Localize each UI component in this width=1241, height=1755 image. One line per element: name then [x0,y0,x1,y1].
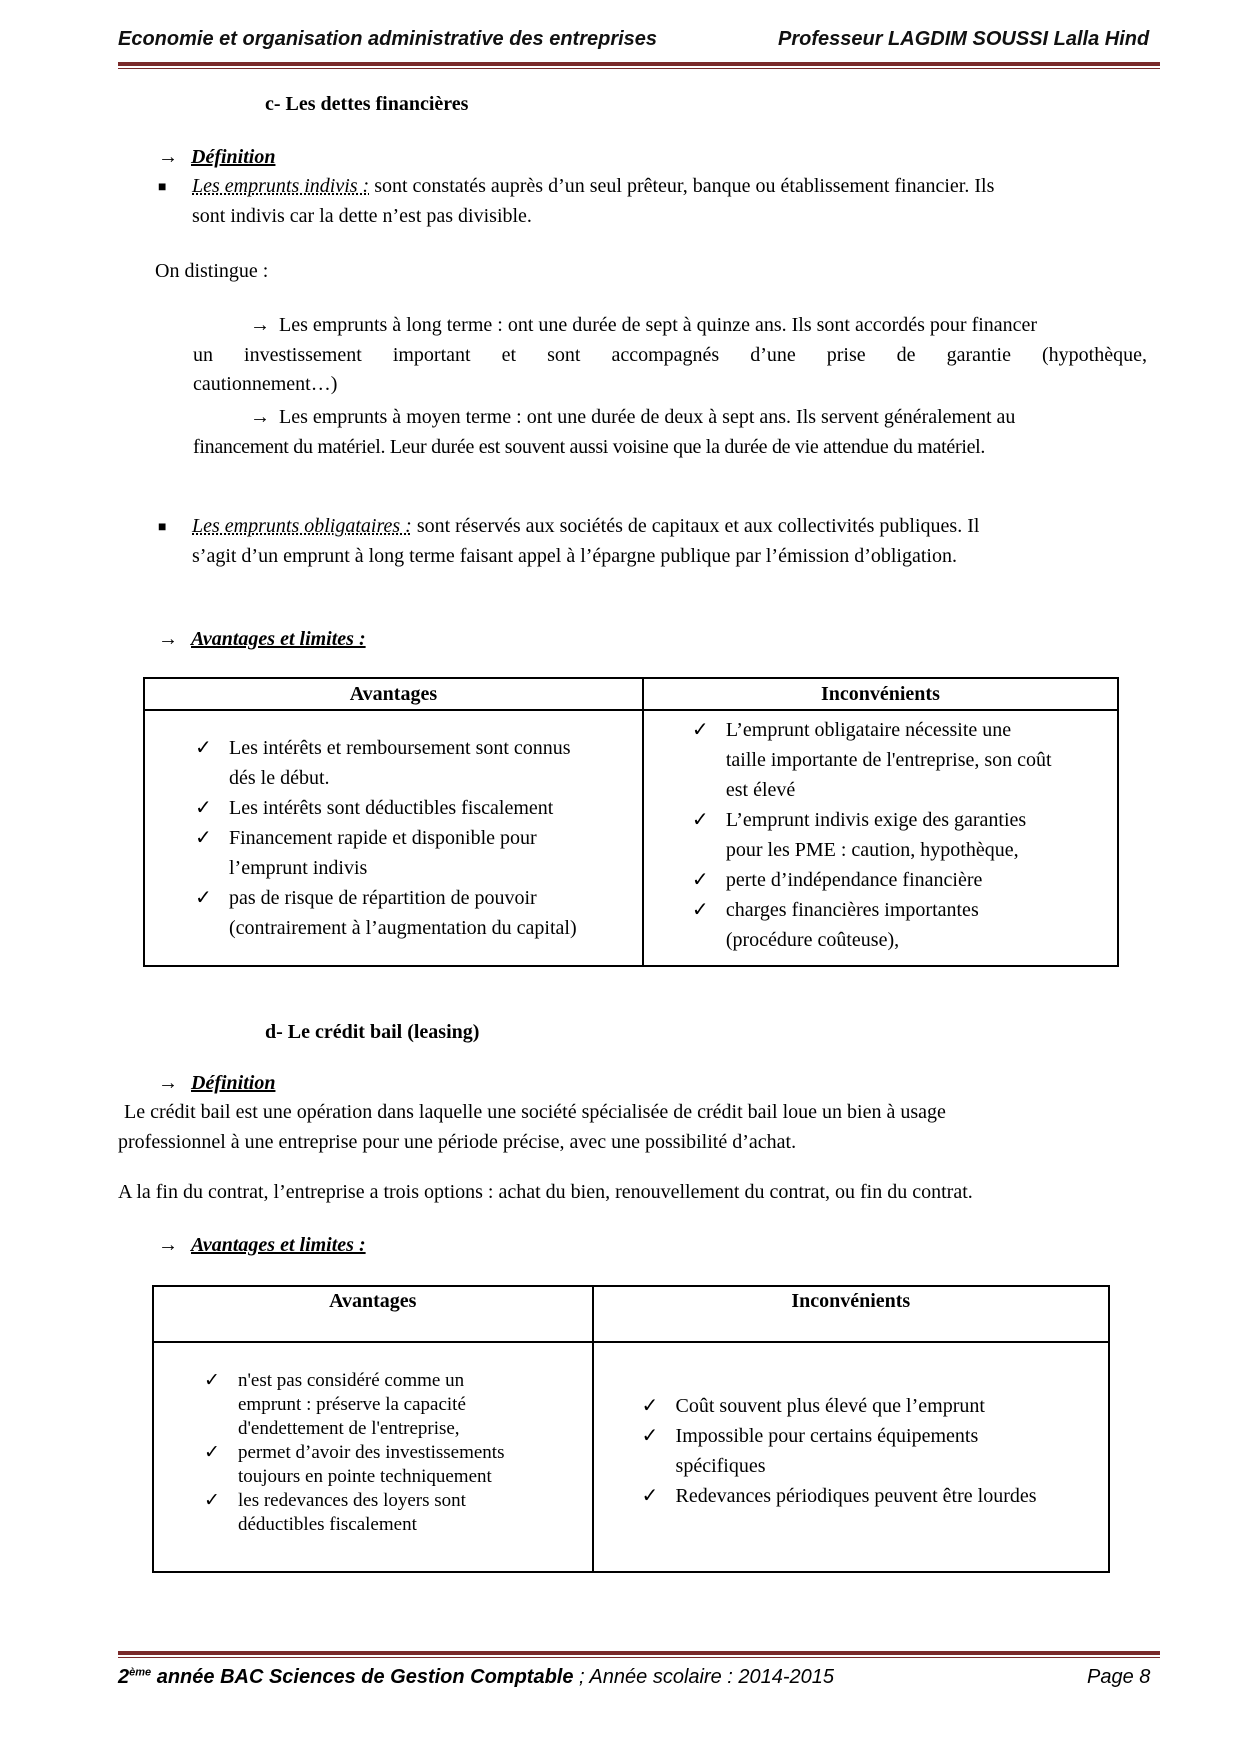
checkmark-icon: ✓ [195,887,212,909]
indivis-line1: sont constatés auprès d’un seul prêteur, banque ou établissement financier. Ils [369,175,995,197]
footer-year-num: 2 [118,1666,130,1688]
checklist-item [195,883,632,943]
checklist-line: l’emprunt indivis [229,857,368,879]
section-d-title: d- Le crédit bail (leasing) [265,1021,480,1043]
checklist-line: déductibles fiscalement [238,1514,417,1535]
def-d-line1: Le crédit bail est une opération dans laquelle une société spécialisée de crédit bail loue un bien à usage [124,1101,946,1123]
definition-d-label: Définition [191,1072,276,1094]
indivis-para [192,171,1162,201]
checkmark-icon: ✓ [691,899,709,921]
indivis-line2: sont indivis car la dette n’est pas divisible. [192,205,532,227]
arrow-icon: → [250,314,270,336]
checklist-item [204,1441,582,1489]
table-d-avantages-list [204,1369,582,1537]
checklist-item [195,793,632,823]
table-c-inconvenients-list [692,715,1107,955]
arrow-icon: → [158,628,178,650]
table-d-header-inconvenients: Inconvénients [593,1286,1109,1342]
checkmark-icon: ✓ [195,737,212,759]
checklist-line: d'endettement de l'entreprise, [238,1418,460,1439]
checkmark-icon: ✓ [204,1442,220,1463]
checklist-line: L’emprunt indivis exige des garanties [725,809,1027,831]
footer-year-sup: ème [129,1666,152,1679]
checklist-item [692,715,1107,805]
checklist-line: Redevances périodiques peuvent être lourdes [675,1485,1037,1507]
long-term-line1: → Les emprunts à long terme : ont une durée de sept à quinze ans. Ils sont accordés pour financer [250,314,1038,336]
checklist-line: charges financières importantes [725,899,979,921]
checklist-line: pour les PME : caution, hypothèque, [725,839,1019,861]
obligataires-term: Les emprunts obligataires : [192,515,412,537]
checklist-line: perte d’indépendance financière [725,869,983,891]
arrow-icon: → [158,1072,178,1094]
footer-school-year: ; Année scolaire : 2014-2015 [573,1666,835,1688]
checkmark-icon: ✓ [691,719,709,741]
checklist-item [642,1421,1098,1481]
checklist-line: (procédure coûteuse), [725,929,900,951]
on-distingue: On distingue : [155,260,269,282]
table-c-avantages-list [195,733,632,943]
checklist-item [692,805,1107,865]
checklist-item [692,895,1107,955]
checkmark-icon: ✓ [204,1370,220,1391]
obligataires-line1: sont réservés aux sociétés de capitaux et aux collectivités publiques. Il [411,515,980,537]
avantages-d [158,1230,366,1260]
checkmark-icon: ✓ [691,809,709,831]
header-right: Professeur LAGDIM SOUSSI Lalla Hind [778,28,1150,50]
table-c-header-avantages: Avantages [144,678,643,710]
checklist-item [204,1489,582,1537]
header-left: Economie et organisation administrative des entreprises [118,28,658,50]
checkmark-icon: ✓ [195,797,212,819]
checklist-line: (contrairement à l’augmentation du capital) [229,917,577,939]
medium-term-line2: financement du matériel. Leur durée est souvent aussi voisine que la durée de vie attendue du matériel. [193,436,986,458]
footer-page-number: Page 8 [1087,1666,1151,1688]
table-c-header-inconvenients: Inconvénients [643,678,1118,710]
fin-contrat: A la fin du contrat, l’entreprise a trois options : achat du bien, renouvellement du contrat, ou fin du contrat. [118,1181,973,1203]
avantages-c-label: Avantages et limites : [191,628,366,650]
checkmark-icon: ✓ [641,1485,659,1507]
square-bullet-icon: ■ [158,520,167,535]
indivis-term: Les emprunts indivis : [192,175,370,197]
footer-rule [118,1651,1160,1658]
arrow-icon: → [250,406,270,428]
checklist-line: dés le début. [229,767,330,789]
obligataires-para [192,511,1162,541]
section-c-title: c- Les dettes financières [265,93,469,115]
table-c [143,677,1119,967]
checklist-line: les redevances des loyers sont [238,1490,466,1511]
table-c-avantages-cell [144,710,643,966]
checklist-line: permet d’avoir des investissements [238,1442,505,1463]
checkmark-icon: ✓ [641,1425,659,1447]
table-c-inconvenients-cell [643,710,1118,966]
table-d [152,1285,1110,1573]
avantages-d-label: Avantages et limites : [191,1234,366,1256]
checklist-item [195,733,632,793]
arrow-icon: → [158,1234,178,1256]
square-bullet-icon: ■ [158,180,167,195]
checklist-item [195,823,632,883]
long-term-line2: un investissement important et sont accompagnés d’une prise de garantie (hypothèque, [193,344,1147,366]
footer-program: année BAC Sciences de Gestion Comptable [151,1666,574,1688]
checklist-line: Impossible pour certains équipements [675,1425,979,1447]
definition-c-label: Définition [191,146,276,168]
checklist-line: Les intérêts et remboursement sont connus [229,737,571,759]
avantages-c [158,624,366,654]
checklist-item [204,1369,582,1441]
footer-left [118,1666,834,1689]
table-d-inconvenients-cell [593,1342,1109,1572]
def-d-line2: professionnel à une entreprise pour une période précise, avec une possibilité d’achat. [118,1131,797,1153]
header-rule [118,62,1160,69]
checklist-line: est élevé [725,779,796,801]
long-term-line3: cautionnement…) [193,373,338,395]
definition-c [158,142,275,172]
medium-term-line1: → Les emprunts à moyen terme : ont une durée de deux à sept ans. Ils servent généralement au [250,406,1016,428]
checklist-line: taille importante de l'entreprise, son coût [725,749,1052,771]
checklist-line: spécifiques [675,1455,766,1477]
definition-d [158,1068,275,1098]
checkmark-icon: ✓ [691,869,709,891]
table-d-inconvenients-list [642,1391,1098,1511]
checkmark-icon: ✓ [195,827,212,849]
table-d-header-avantages: Avantages [153,1286,593,1342]
checkmark-icon: ✓ [641,1395,659,1417]
checklist-line: n'est pas considéré comme un [238,1370,465,1391]
checklist-line: Les intérêts sont déductibles fiscalement [229,797,554,819]
checklist-line: Coût souvent plus élevé que l’emprunt [675,1395,985,1417]
table-d-avantages-cell [153,1342,593,1572]
checklist-item [692,865,1107,895]
checklist-item [642,1391,1098,1421]
checklist-line: pas de risque de répartition de pouvoir [229,887,537,909]
checkmark-icon: ✓ [204,1490,220,1511]
checklist-line: Financement rapide et disponible pour [229,827,537,849]
checklist-line: toujours en pointe techniquement [238,1466,492,1487]
checklist-line: emprunt : préserve la capacité [238,1394,466,1415]
obligataires-line2: s’agit d’un emprunt à long terme faisant appel à l’épargne publique par l’émission d’obligation. [192,545,957,567]
arrow-icon: → [158,146,178,168]
checklist-item [642,1481,1098,1511]
checklist-line: L’emprunt obligataire nécessite une [725,719,1012,741]
